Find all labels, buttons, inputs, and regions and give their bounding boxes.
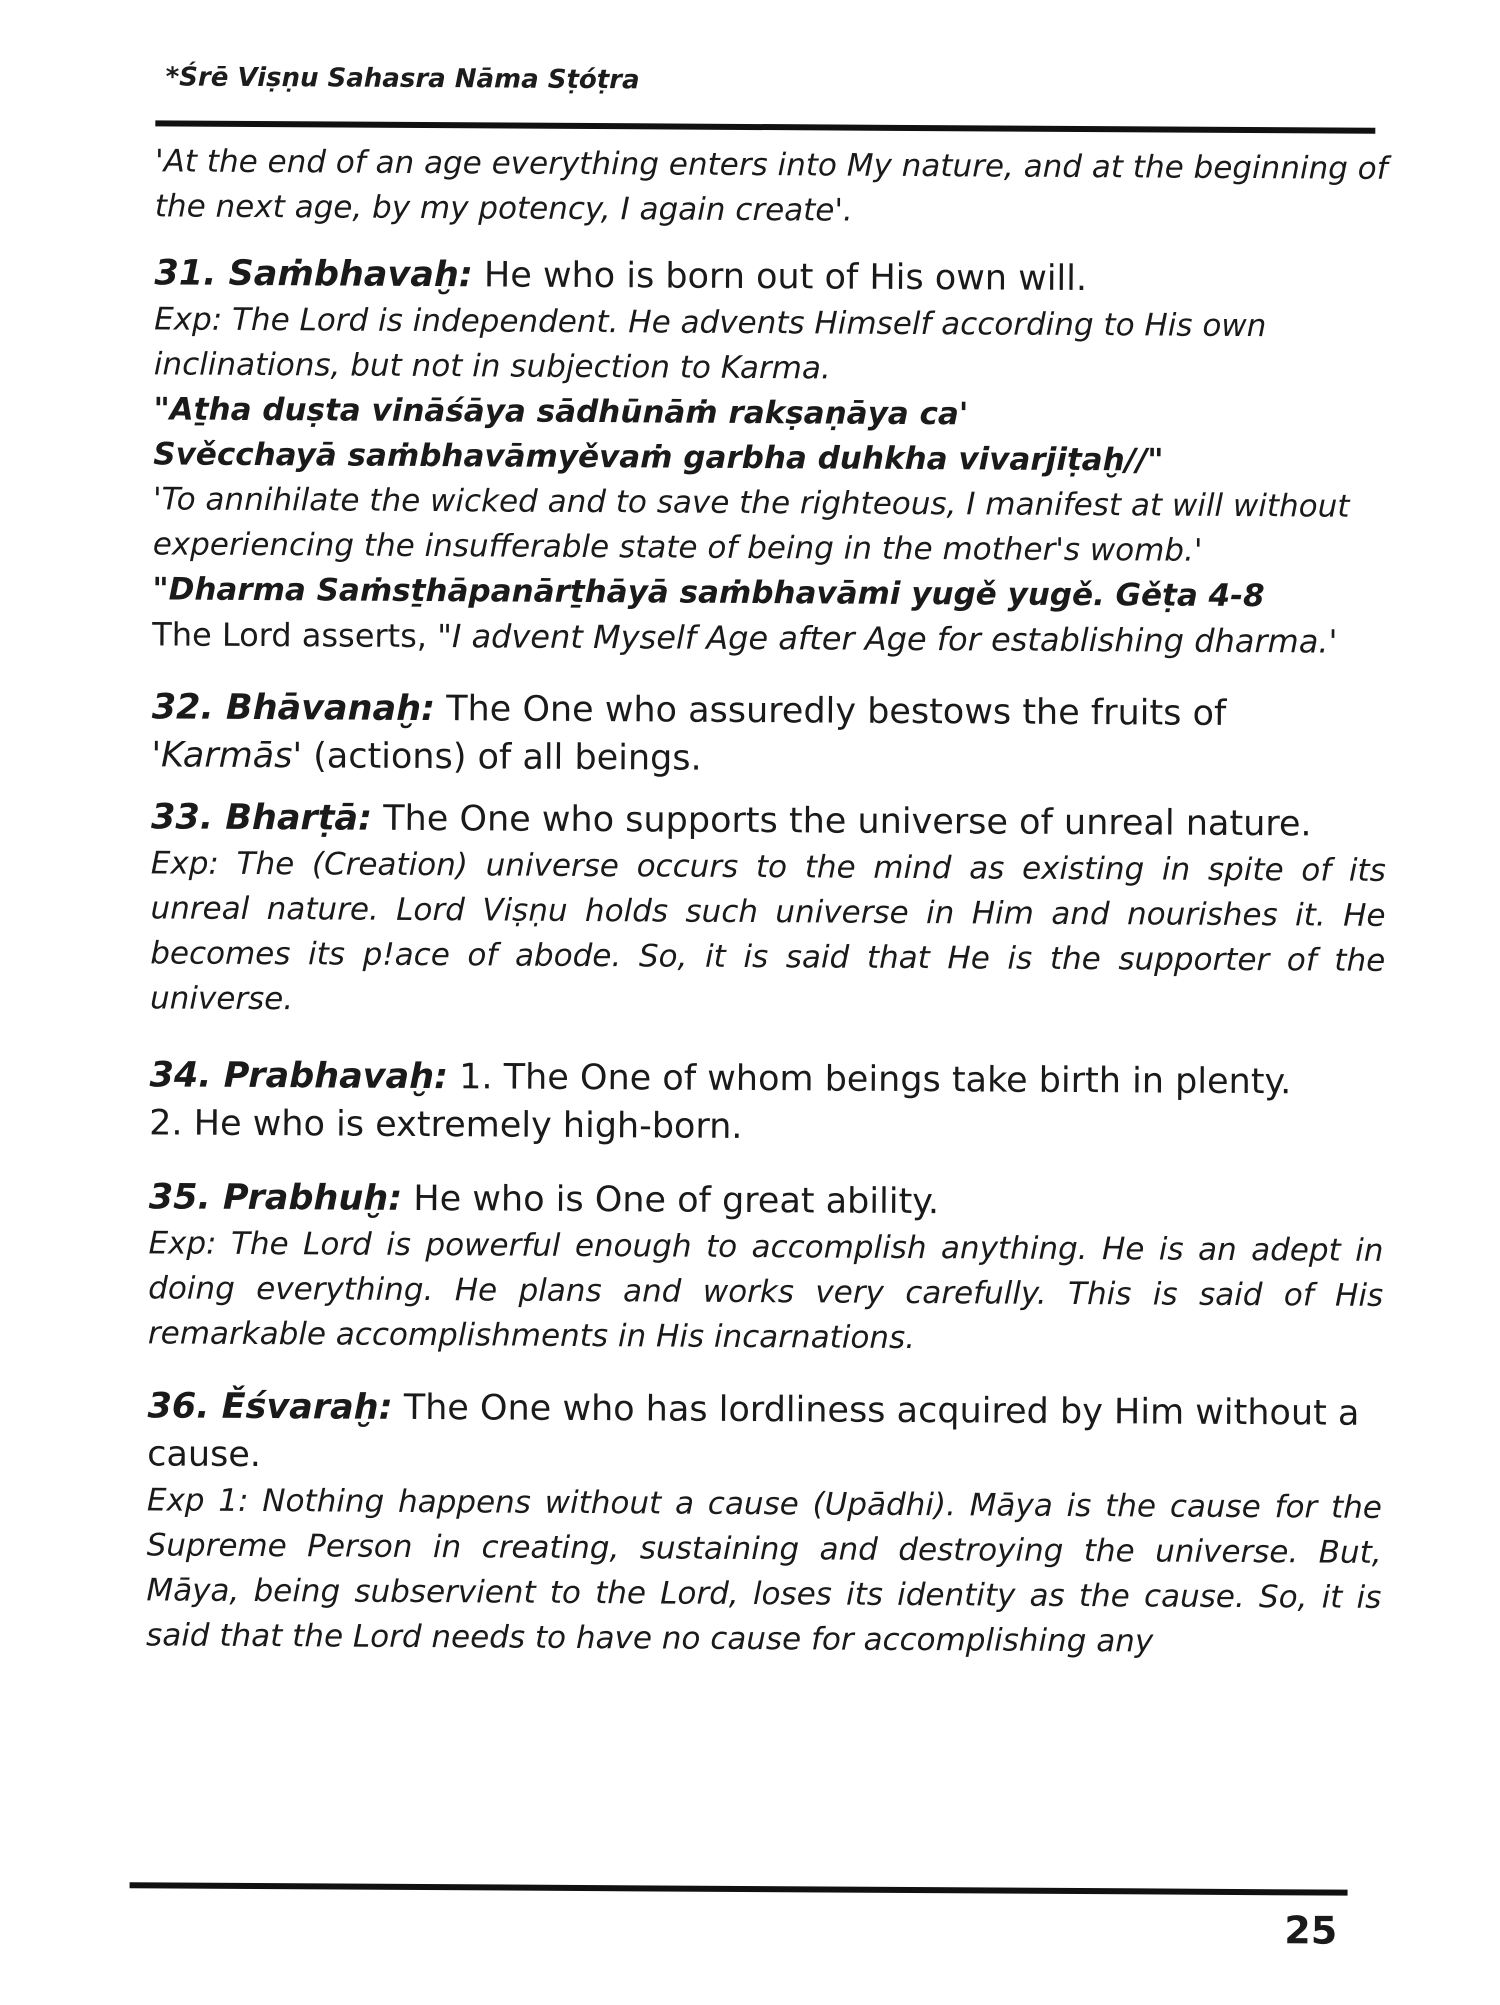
entry-31-verse-line-3: "Dharma Saṁsṯhāpanārṯhāyā saṁbhavāmi yugě yugě. Gěṭa 4-8	[152, 571, 1265, 615]
entry-35-term: 35. Prabhuḫ:	[148, 1177, 403, 1219]
entry-31-heading	[154, 249, 1389, 305]
entry-33-explanation: Exp: The (Creation) universe occurs to the mind as existing in spite of its unreal nature. Lord Viṣṇu holds such universe in Him and nourishes it. He becomes its p!ace of abode. So, it is said that He is the supporter of the universe.	[149, 845, 1386, 1018]
entry-36-heading	[147, 1382, 1383, 1486]
entry-31-verse-line-2: Svěcchayā saṁbhavāmyěvaṁ garbha duhkha vivarjiṭaḫ//"	[153, 436, 1164, 479]
entry-31-definition: He who is born out of His own will.	[472, 255, 1088, 300]
entry-31-term: 31. Saṁbhavaḫ:	[154, 253, 473, 296]
entry-34-term: 34. Prabhavaḫ:	[149, 1055, 449, 1098]
entry-35-heading	[149, 1173, 1384, 1229]
entry-36-definition: The One who has lordliness acquired by Him without a cause.	[147, 1387, 1360, 1476]
header-rule	[155, 120, 1375, 133]
entry-32-heading	[152, 683, 1387, 739]
page-number: 25	[1284, 1908, 1338, 1953]
entry-35-definition: He who is One of great ability.	[402, 1178, 940, 1223]
entry-33-term: 33. Bharṭā:	[150, 797, 373, 839]
entry-31-explanation: Exp: The Lord is independent. He advents Himself according to His own inclinations, but not in subjection to Karma.	[153, 301, 1267, 387]
entry-31-assertion-lead: The Lord asserts,	[152, 615, 438, 656]
entry-34-definition-1: 1. The One of whom beings take birth in plenty.	[447, 1057, 1292, 1103]
entry-32-karmas: 'Karmās'	[151, 735, 303, 777]
entry-31-assertion	[152, 612, 1387, 665]
running-header: *Śrē Viṣṇu Sahasra Nāma Sṭóṭra	[165, 62, 640, 96]
entry-31-assertion-quote: "I advent Myself Age after Age for establishing dharma.'	[437, 617, 1338, 661]
entry-32-definition: The One who assuredly bestows the fruits of	[434, 689, 1227, 734]
entry-34-definition-2: 2. He who is extremely high-born.	[149, 1103, 743, 1147]
entry-34-heading	[149, 1051, 1384, 1107]
entry-32-definition-cont	[151, 731, 1386, 787]
footer-rule	[130, 1882, 1348, 1895]
intro-quote: 'At the end of an age everything enters into My nature, and at the beginning of the next age, by my potency, I again create'.	[154, 143, 1388, 229]
entry-32-karmas-rest: (actions) of all beings.	[301, 736, 702, 779]
entry-33-heading	[151, 793, 1386, 849]
entry-35-explanation: Exp: The Lord is powerful enough to accomplish anything. He is an adept in doing everything. He plans and works very carefully. This is said of His remarkable accomplishments in His incarnations.	[147, 1225, 1384, 1357]
entry-32-term: 32. Bhāvanaḫ:	[151, 687, 436, 730]
entry-31-translation: 'To annihilate the wicked and to save the righteous, I manifest at will without experiencing the insufferable state of being in the mother's womb.'	[152, 481, 1350, 569]
entry-33-definition: The One who supports the universe of unreal nature.	[371, 798, 1312, 845]
entry-31-verse-line-1: "Aṯha duṣta vināśāya sādhūnāṁ rakṣaṇāya ca'	[153, 391, 969, 433]
page-body	[146, 139, 1390, 1666]
entry-36-explanation: Exp 1: Nothing happens without a cause (Upādhi). Māya is the cause for the Supreme Person in creating, sustaining and destroying the universe. But, Māya, being subservient to the Lord, loses its identity as the cause. So, it is said that the Lord needs to have no cause for accomplishing any	[145, 1482, 1383, 1660]
entry-36-term: 36. Ěśvaraḫ:	[147, 1386, 393, 1428]
